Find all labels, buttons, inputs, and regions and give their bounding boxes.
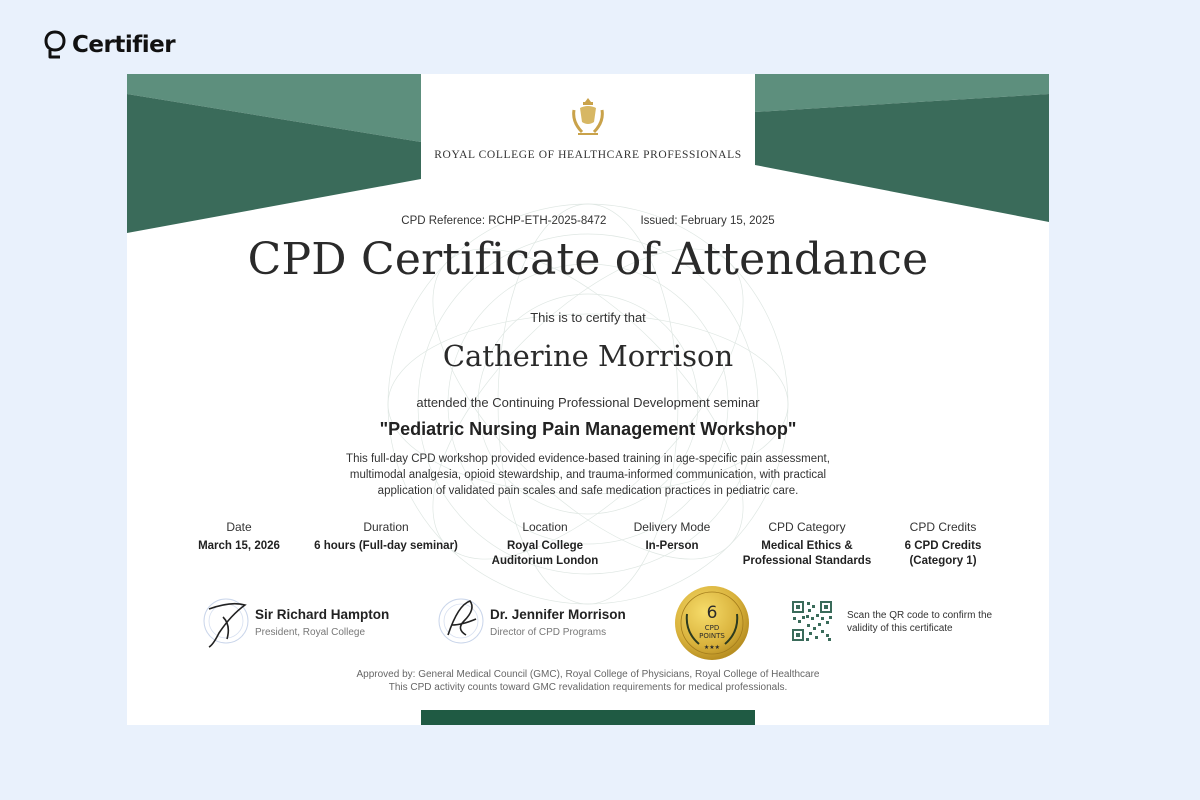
detail-label: Location bbox=[522, 520, 568, 534]
detail-value: 6 CPD Credits (Category 1) bbox=[904, 540, 982, 567]
signatory-role: President, Royal College bbox=[255, 627, 366, 638]
certifier-logo bbox=[44, 30, 175, 60]
certifier-logo-icon bbox=[44, 30, 66, 60]
detail-date bbox=[179, 520, 299, 554]
detail-cpd-credits bbox=[893, 520, 993, 569]
signature-stamp-icon bbox=[436, 595, 486, 651]
course-title: "Pediatric Nursing Pain Management Workshop" bbox=[379, 419, 797, 439]
detail-duration bbox=[306, 520, 466, 554]
bottom-band bbox=[421, 710, 755, 725]
detail-label: Duration bbox=[363, 520, 409, 534]
organization-name: ROYAL COLLEGE OF HEALTHCARE PROFESSIONALS bbox=[434, 149, 742, 161]
detail-label: Date bbox=[226, 520, 252, 534]
signature-block-2 bbox=[436, 595, 646, 655]
signature-block-1 bbox=[201, 595, 401, 655]
signatory-name: Dr. Jennifer Morrison bbox=[490, 607, 626, 622]
signatory-name: Sir Richard Hampton bbox=[255, 607, 390, 622]
revalidation-note: This CPD activity counts toward GMC revalidation requirements for medical professionals. bbox=[388, 682, 788, 693]
detail-value: Medical Ethics & Professional Standards bbox=[742, 540, 872, 567]
approval-note bbox=[127, 668, 1049, 694]
detail-label: Delivery Mode bbox=[633, 520, 711, 534]
svg-text:★★★: ★★★ bbox=[703, 644, 721, 651]
qr-code-icon[interactable] bbox=[791, 600, 833, 642]
laurel-crest-icon bbox=[566, 94, 610, 138]
certificate bbox=[127, 74, 1049, 725]
badge-line1: CPD bbox=[704, 624, 720, 632]
course-description: This full-day CPD workshop provided evidence-based training in age-specific pain assessment, multimodal analgesia, opioid stewardship, and trauma-informed communication, with practical application of validated pain scales and safe medication practices in pediatric care. bbox=[346, 453, 830, 497]
details-row bbox=[179, 520, 999, 570]
badge-number: 6 bbox=[706, 603, 718, 623]
reference-row bbox=[127, 215, 1049, 227]
detail-value: March 15, 2026 bbox=[198, 540, 280, 552]
signatory-role: Director of CPD Programs bbox=[490, 627, 607, 638]
cpd-reference: CPD Reference: RCHP-ETH-2025-8472 bbox=[401, 215, 607, 227]
qr-instruction: Scan the QR code to confirm the validity of this certificate bbox=[847, 610, 993, 634]
detail-value: In-Person bbox=[645, 540, 699, 552]
signature-stamp-icon bbox=[201, 595, 251, 651]
certify-text: This is to certify that bbox=[530, 310, 646, 325]
top-left-band bbox=[127, 74, 421, 233]
cpd-points-badge bbox=[673, 584, 751, 662]
certificate-title: CPD Certificate of Attendance bbox=[247, 234, 929, 285]
issued-date: Issued: February 15, 2025 bbox=[640, 215, 775, 227]
recipient-name: Catherine Morrison bbox=[442, 339, 734, 373]
detail-value: 6 hours (Full-day seminar) bbox=[314, 540, 458, 552]
detail-cpd-category bbox=[735, 520, 879, 569]
top-right-band bbox=[755, 74, 1049, 222]
detail-label: CPD Category bbox=[768, 520, 846, 534]
approved-by: Approved by: General Medical Council (GMC), Royal College of Physicians, Royal College of Healthcare bbox=[356, 669, 820, 680]
detail-delivery-mode bbox=[617, 520, 727, 554]
attended-text: attended the Continuing Professional Development seminar bbox=[416, 395, 760, 410]
badge-line2: POINTS bbox=[699, 632, 725, 640]
detail-value: Royal College Auditorium London bbox=[491, 540, 599, 567]
brand-name: Certifier bbox=[72, 32, 176, 58]
detail-label: CPD Credits bbox=[909, 520, 977, 534]
detail-location bbox=[485, 520, 605, 569]
